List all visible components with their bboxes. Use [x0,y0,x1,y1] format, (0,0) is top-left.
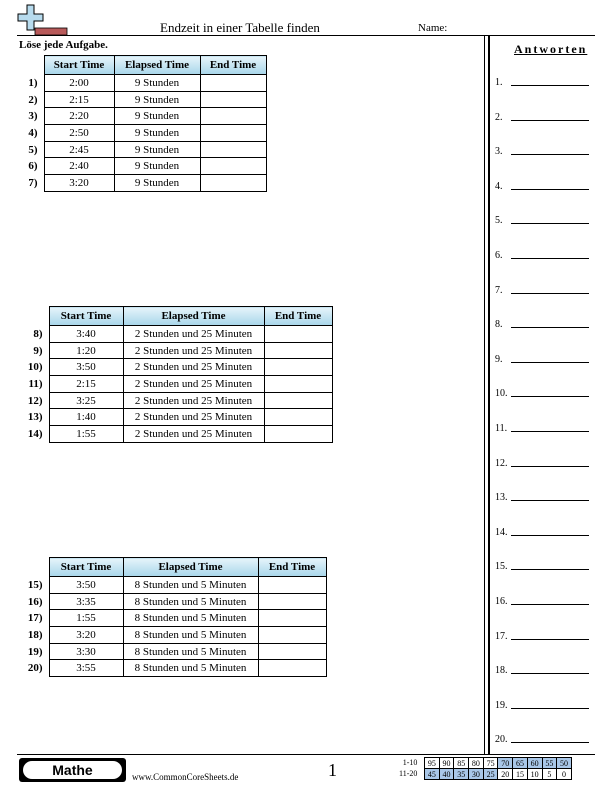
table-row [18,627,326,644]
answer-number: 7. [495,284,503,296]
elapsed-time-cell: 9 Stunden [114,141,200,158]
table-row [18,342,332,359]
score-cell: 25 [483,769,498,780]
score-cell: 60 [527,758,542,769]
problem-number: 19) [27,645,43,658]
score-cell: 10 [527,769,542,780]
problem-number: 4) [28,126,38,139]
score-cell: 5 [542,769,557,780]
answer-item [495,593,595,607]
end-time-cell[interactable] [264,376,332,393]
start-time-cell: 3:20 [49,627,123,644]
start-time-cell: 3:50 [49,577,123,594]
end-time-cell[interactable] [200,125,266,142]
start-time-cell: 2:20 [44,108,114,125]
answer-line[interactable] [511,189,589,190]
score-cell: 65 [513,758,528,769]
table-row [18,75,266,92]
answer-item [495,558,595,572]
answer-item [495,662,595,676]
elapsed-time-cell: 2 Stunden und 25 Minuten [123,376,264,393]
score-row-label: 11-20 [399,769,418,778]
start-time-cell: 3:25 [49,392,123,409]
answer-line[interactable] [511,258,589,259]
problem-number: 18) [27,628,43,641]
table-row [18,158,266,175]
problem-number: 6) [28,160,38,173]
problem-number: 15) [27,578,43,591]
footer-divider [17,754,595,755]
answer-number: 20. [495,734,508,746]
elapsed-time-cell: 9 Stunden [114,175,200,192]
score-cell: 70 [498,758,513,769]
answer-number: 2. [495,111,503,123]
answer-line[interactable] [511,293,589,294]
table-row [18,108,266,125]
answer-line[interactable] [511,327,589,328]
problem-number: 2) [28,93,38,106]
elapsed-time-cell: 2 Stunden und 25 Minuten [123,392,264,409]
answer-number: 18. [495,665,508,677]
answer-number: 5. [495,215,503,227]
start-time-cell: 3:40 [49,326,123,343]
problem-number: 12) [27,394,43,407]
end-time-cell[interactable] [264,426,332,443]
answer-item [495,455,595,469]
score-cell: 15 [513,769,528,780]
site-url: www.CommonCoreSheets.de [132,772,239,782]
page-number: 1 [328,760,337,780]
answer-item [495,489,595,503]
answer-item [495,731,595,745]
answer-number: 3. [495,146,503,158]
column-header-elapsed: Elapsed Time [123,558,258,577]
end-time-cell[interactable] [200,108,266,125]
start-time-cell: 3:20 [44,175,114,192]
score-cell: 85 [454,758,469,769]
end-time-cell[interactable] [264,326,332,343]
worksheet-title: Endzeit in einer Tabelle finden [160,20,320,35]
end-time-cell[interactable] [258,577,326,594]
table-row [18,91,266,108]
elapsed-time-cell: 9 Stunden [114,91,200,108]
start-time-cell: 1:40 [49,409,123,426]
elapsed-time-cell: 2 Stunden und 25 Minuten [123,326,264,343]
start-time-cell: 1:20 [49,342,123,359]
start-time-cell: 2:40 [44,158,114,175]
elapsed-time-cell: 9 Stunden [114,75,200,92]
end-time-cell[interactable] [258,593,326,610]
start-time-cell: 2:00 [44,75,114,92]
table-row [18,141,266,158]
answer-item [495,74,595,88]
answer-item [495,697,595,711]
problem-table-2 [18,306,333,443]
answer-line[interactable] [511,639,589,640]
plus-logo-icon [17,4,69,36]
end-time-cell[interactable] [264,392,332,409]
column-header-start: Start Time [49,558,123,577]
answer-item [495,282,595,296]
table-row [18,125,266,142]
start-time-cell: 1:55 [49,610,123,627]
problem-number: 13) [27,411,43,424]
elapsed-time-cell: 2 Stunden und 25 Minuten [123,409,264,426]
problem-number: 3) [28,110,38,123]
column-header-end: End Time [264,307,332,326]
end-time-cell[interactable] [258,643,326,660]
score-cell: 90 [439,758,454,769]
score-cell: 30 [469,769,484,780]
end-time-cell[interactable] [258,610,326,627]
score-cell: 75 [483,758,498,769]
answer-item [495,109,595,123]
answer-line[interactable] [511,569,589,570]
score-cell: 55 [542,758,557,769]
start-time-cell: 2:45 [44,141,114,158]
elapsed-time-cell: 2 Stunden und 25 Minuten [123,342,264,359]
answer-line[interactable] [511,500,589,501]
problem-number: 20) [27,662,43,675]
answer-number: 17. [495,630,508,642]
score-cell: 35 [454,769,469,780]
elapsed-time-cell: 9 Stunden [114,158,200,175]
table-row [18,610,326,627]
answer-number: 4. [495,180,503,192]
column-header-elapsed: Elapsed Time [123,307,264,326]
answer-line[interactable] [511,154,589,155]
answer-item [495,212,595,226]
answer-number: 8. [495,319,503,331]
table-row [18,326,332,343]
start-time-cell: 2:15 [49,376,123,393]
table-row [18,409,332,426]
elapsed-time-cell: 8 Stunden und 5 Minuten [123,610,258,627]
answer-number: 15. [495,561,508,573]
answer-line[interactable] [511,742,589,743]
score-row-labels [399,757,417,779]
problem-table-3 [18,557,327,677]
answer-item [495,628,595,642]
problem-number: 1) [28,76,38,89]
answer-line[interactable] [511,362,589,363]
end-time-cell[interactable] [258,660,326,677]
table-row [18,660,326,677]
elapsed-time-cell: 2 Stunden und 25 Minuten [123,359,264,376]
elapsed-time-cell: 9 Stunden [114,125,200,142]
problem-number: 14) [27,427,43,440]
table-row [18,392,332,409]
answer-line[interactable] [511,223,589,224]
problem-number: 5) [28,143,38,156]
start-time-cell: 1:55 [49,426,123,443]
answer-number: 9. [495,353,503,365]
answer-item [495,143,595,157]
answer-number: 12. [495,457,508,469]
answer-line[interactable] [511,535,589,536]
score-row-label: 1-10 [402,758,418,767]
answer-number: 19. [495,699,508,711]
end-time-cell[interactable] [200,75,266,92]
problem-number: 11) [28,377,43,390]
answers-title: Antworten [514,42,588,56]
problem-number: 7) [28,176,38,189]
elapsed-time-cell: 8 Stunden und 5 Minuten [123,627,258,644]
answer-line[interactable] [511,120,589,121]
answer-line[interactable] [511,673,589,674]
answer-column-divider [484,35,485,754]
answer-number: 6. [495,250,503,261]
answer-number: 13. [495,492,508,504]
start-time-cell: 2:50 [44,125,114,142]
column-header-elapsed: Elapsed Time [114,56,200,75]
table-row [18,376,332,393]
column-header-start: Start Time [44,56,114,75]
score-cell: 0 [557,769,572,780]
score-cell: 40 [439,769,454,780]
column-header-start: Start Time [49,307,123,326]
score-cell: 20 [498,769,513,780]
column-header-end: End Time [200,56,266,75]
answer-item [495,420,595,434]
answer-number: 14. [495,526,508,538]
elapsed-time-cell: 8 Stunden und 5 Minuten [123,643,258,660]
end-time-cell[interactable] [264,359,332,376]
end-time-cell[interactable] [200,158,266,175]
answer-column-divider-thick [488,35,490,754]
elapsed-time-cell: 9 Stunden [114,108,200,125]
answer-line[interactable] [511,85,589,86]
answer-line[interactable] [511,396,589,397]
table-row [18,577,326,594]
problem-number: 16) [27,595,43,608]
answer-number: 16. [495,596,508,607]
table-row [18,359,332,376]
answer-item [495,316,595,330]
problem-table-1 [18,55,267,192]
answer-item [495,351,595,365]
answer-item [495,178,595,192]
answer-item [495,524,595,538]
answer-line[interactable] [511,431,589,432]
start-time-cell: 3:35 [49,593,123,610]
header-divider [17,35,595,36]
score-cell: 45 [425,769,440,780]
end-time-cell[interactable] [264,409,332,426]
problem-number: 9) [33,344,43,357]
instruction-text: Löse jede Aufgabe. [19,39,108,51]
column-header-end: End Time [258,558,326,577]
problem-number: 8) [33,327,43,340]
problem-number: 10) [27,361,43,374]
elapsed-time-cell: 8 Stunden und 5 Minuten [123,593,258,610]
table-row [18,426,332,443]
problem-number: 17) [27,612,43,625]
end-time-cell[interactable] [200,141,266,158]
table-row [18,175,266,192]
answer-item [495,247,595,261]
answer-item [495,385,595,399]
start-time-cell: 2:15 [44,91,114,108]
start-time-cell: 3:50 [49,359,123,376]
score-cell: 80 [469,758,484,769]
start-time-cell: 3:55 [49,660,123,677]
end-time-cell[interactable] [258,627,326,644]
elapsed-time-cell: 8 Stunden und 5 Minuten [123,660,258,677]
answer-number: 11. [495,423,508,434]
answer-number: 10. [495,388,508,400]
subject-label: Mathe [23,761,122,779]
subject-badge [19,758,126,782]
table-row [18,593,326,610]
table-row [18,643,326,660]
end-time-cell[interactable] [200,175,266,192]
answer-line[interactable] [511,708,589,709]
answer-line[interactable] [511,466,589,467]
elapsed-time-cell: 8 Stunden und 5 Minuten [123,577,258,594]
score-cell: 50 [557,758,572,769]
answer-number: 1. [495,77,503,88]
name-label: Name: [418,22,448,34]
start-time-cell: 3:30 [49,643,123,660]
answer-line[interactable] [511,604,589,605]
end-time-cell[interactable] [200,91,266,108]
score-cell: 95 [425,758,440,769]
end-time-cell[interactable] [264,342,332,359]
elapsed-time-cell: 2 Stunden und 25 Minuten [123,426,264,443]
score-table [424,757,572,780]
